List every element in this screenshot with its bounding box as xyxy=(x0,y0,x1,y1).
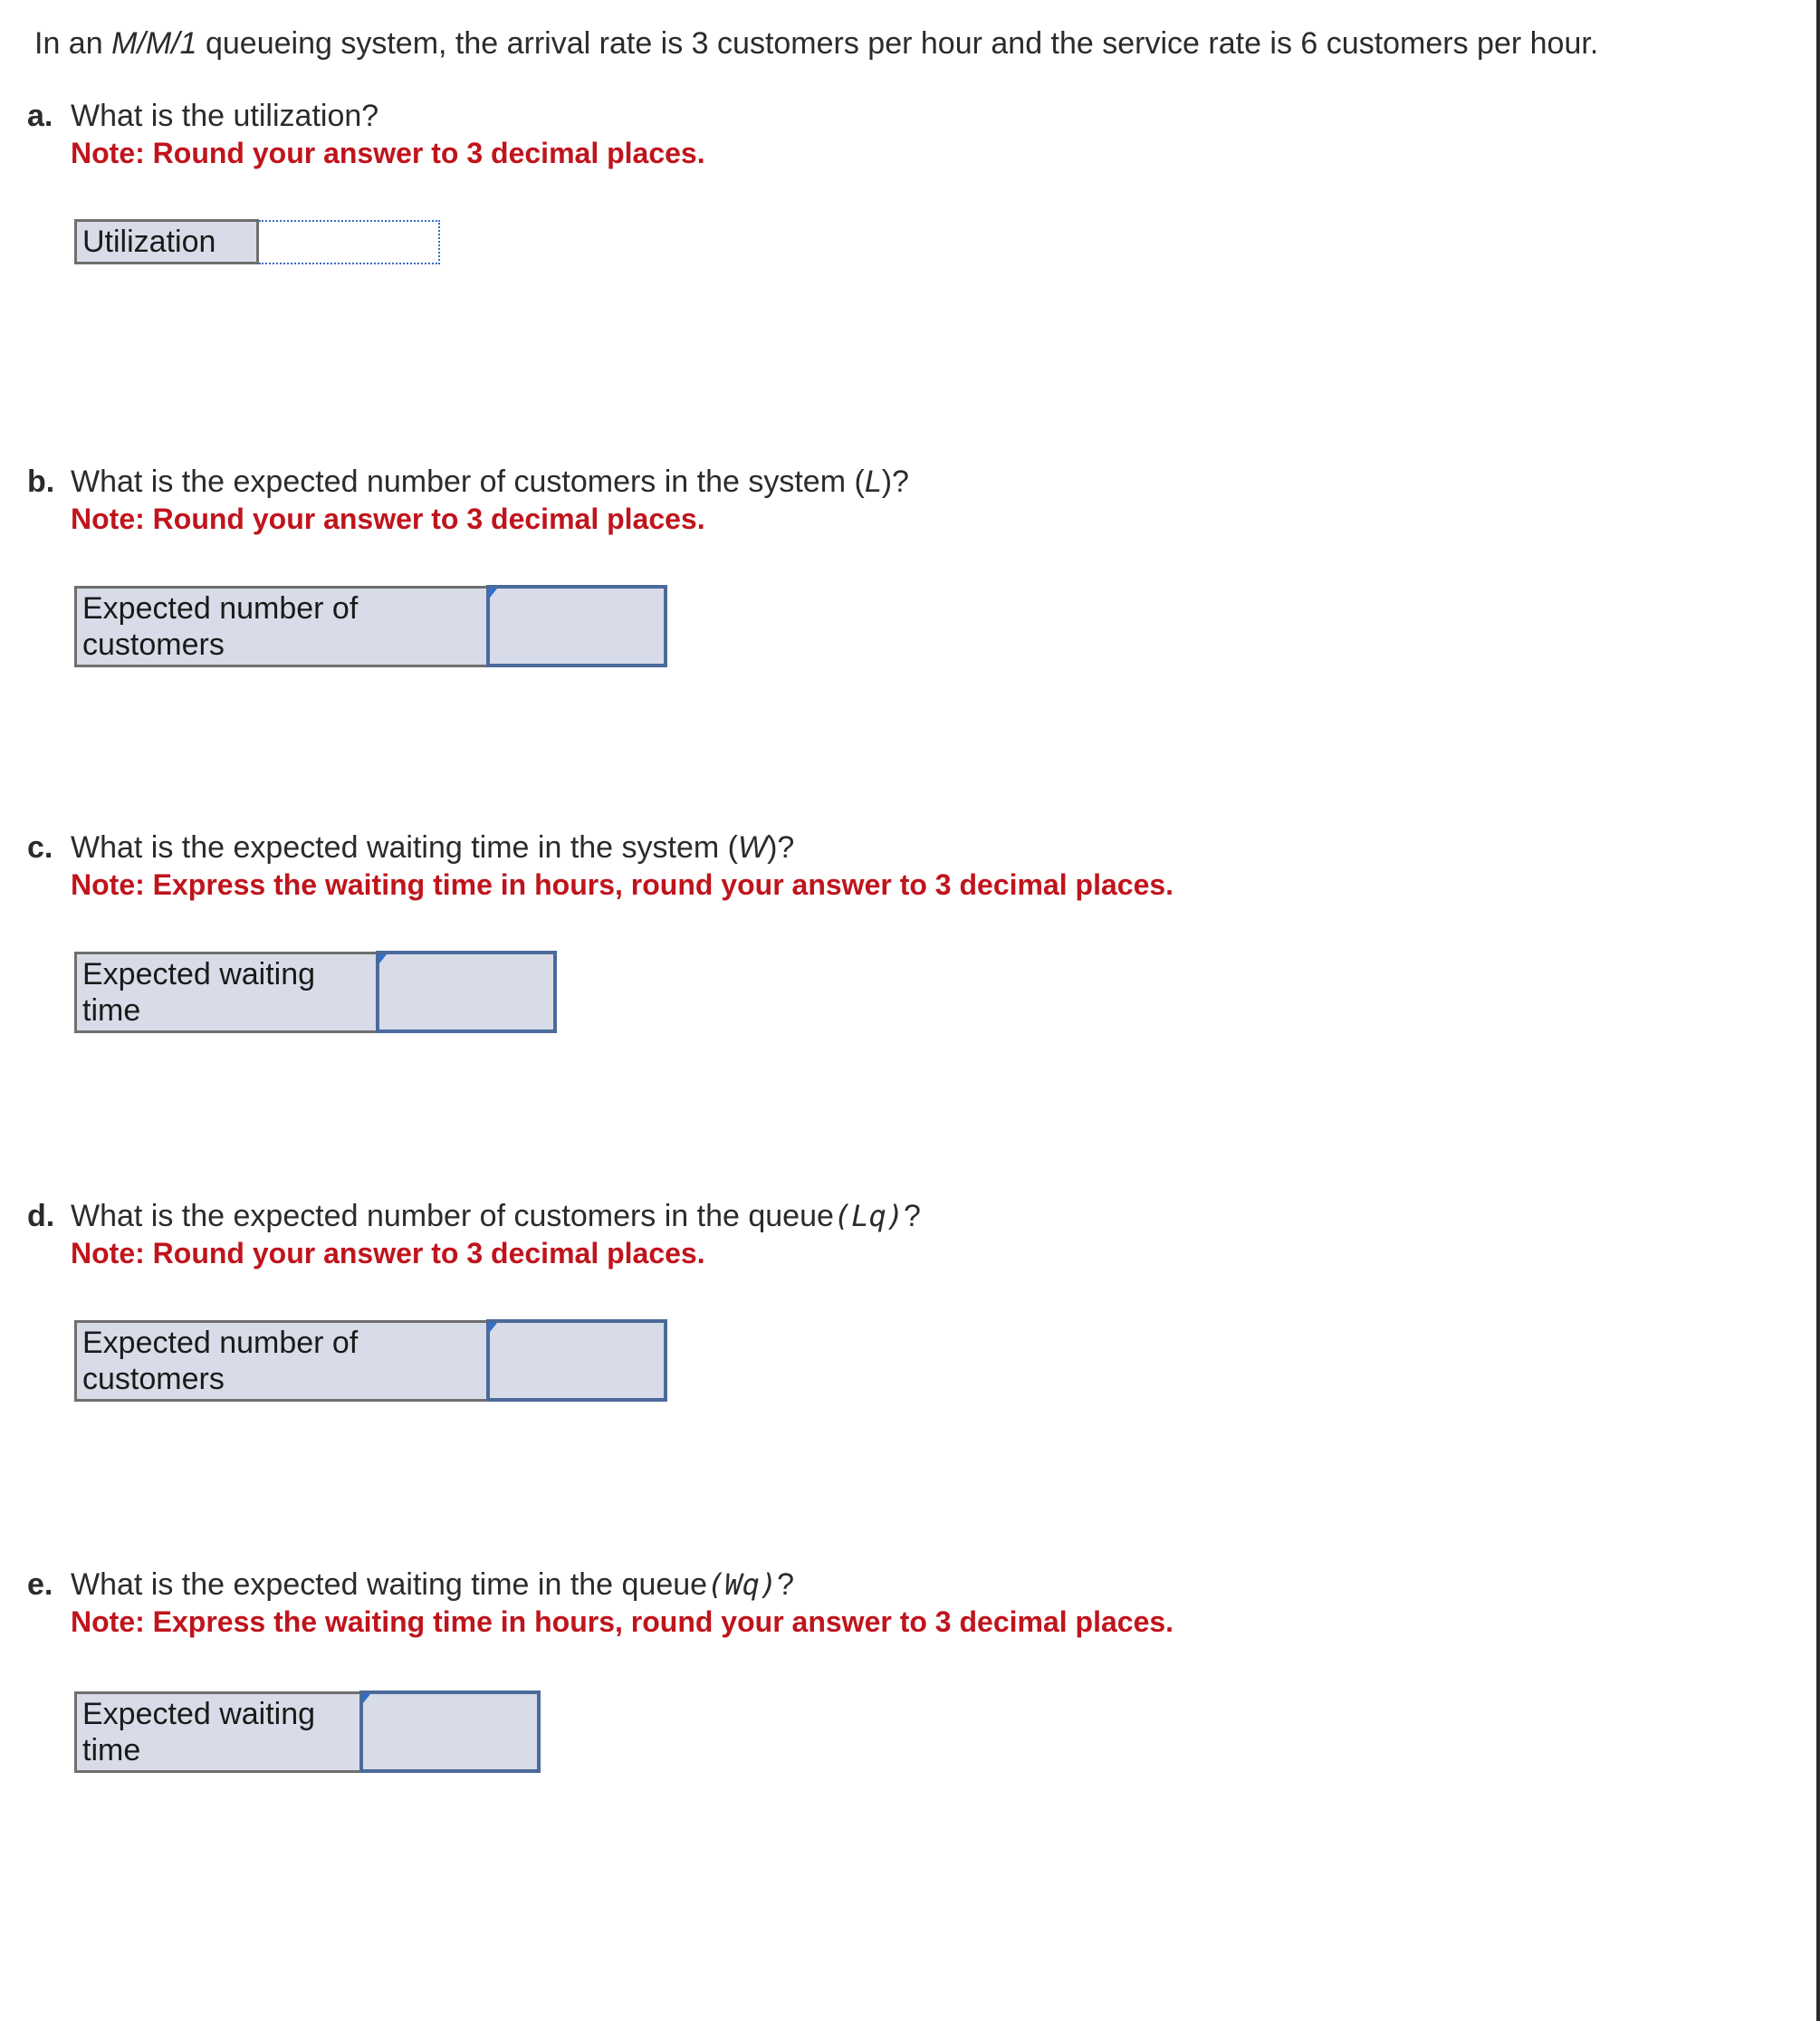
question-letter: c. xyxy=(27,830,53,865)
question-note: Note: Express the waiting time in hours, round your answer to 3 decimal places. xyxy=(71,1605,1174,1638)
question-text: What is the expected waiting time in the queue xyxy=(71,1567,708,1602)
question-note: Note: Round your answer to 3 decimal places. xyxy=(71,137,705,169)
expected-waiting-queue-input[interactable] xyxy=(363,1694,537,1769)
question-text: What is the expected number of customers in the queue xyxy=(71,1199,834,1233)
question-letter: b. xyxy=(27,465,55,499)
question-b: b. What is the expected number of customers in the system (L)? Note: Round your answer to 3 decimal places. xyxy=(27,463,1748,537)
expected-waiting-system-input-cell[interactable] xyxy=(378,953,555,1031)
expected-customers-system-input[interactable] xyxy=(490,589,664,664)
answer-table-e xyxy=(74,1691,541,1773)
question-note: Note: Round your answer to 3 decimal places. xyxy=(71,1237,705,1269)
utilization-input-cell[interactable] xyxy=(258,221,440,263)
input-marker-icon xyxy=(490,1323,497,1332)
question-text: What is the utilization? xyxy=(71,99,379,133)
answer-table-a xyxy=(74,219,440,264)
question-variable: L xyxy=(864,465,882,499)
question-letter: e. xyxy=(27,1567,53,1602)
intro-prefix: In an xyxy=(34,26,112,61)
answer-table-b xyxy=(74,585,667,667)
question-note: Note: Express the waiting time in hours, round your answer to 3 decimal places. xyxy=(71,868,1174,901)
intro-suffix: queueing system, the arrival rate is 3 customers per hour and the service rate is 6 customers per hour. xyxy=(196,26,1599,61)
question-e: e. What is the expected waiting time in the queue(Wq)? Note: Express the waiting time in hours, round your answer to 3 decimal places. xyxy=(27,1566,1748,1640)
question-c: c. What is the expected waiting time in the system (W)? Note: Express the waiting time in hours, round your answer to 3 decimal places. xyxy=(27,829,1748,903)
expected-customers-queue-input-cell[interactable] xyxy=(488,1321,666,1400)
answer-label: Expected number of customers xyxy=(76,1321,489,1400)
question-a xyxy=(27,97,1748,171)
answer-label: Utilization xyxy=(76,221,258,263)
answer-label: Expected number of customers xyxy=(76,587,489,666)
expected-customers-queue-input[interactable] xyxy=(490,1323,664,1398)
answer-table-c xyxy=(74,951,557,1033)
input-marker-icon xyxy=(490,589,497,598)
answer-label: Expected waiting time xyxy=(76,1692,362,1771)
expected-customers-system-input-cell[interactable] xyxy=(488,587,666,666)
page-right-border xyxy=(1816,0,1820,2021)
question-math: (Wq) xyxy=(707,1567,778,1602)
question-math: (Lq) xyxy=(833,1199,904,1233)
question-text: What is the expected waiting time in the system ( xyxy=(71,830,738,865)
question-text: What is the expected number of customers in the system ( xyxy=(71,465,865,499)
answer-label: Expected waiting time xyxy=(76,953,378,1031)
expected-waiting-queue-input-cell[interactable] xyxy=(361,1692,539,1771)
utilization-input[interactable] xyxy=(259,222,438,263)
question-letter: d. xyxy=(27,1199,55,1233)
answer-table-d xyxy=(74,1319,667,1402)
queue-model: M/M/1 xyxy=(111,26,197,61)
expected-waiting-system-input[interactable] xyxy=(379,954,553,1030)
input-marker-icon xyxy=(363,1694,370,1703)
problem-statement xyxy=(34,24,1598,63)
question-d: d. What is the expected number of customers in the queue(Lq)? Note: Round your answer to 3 decimal places. xyxy=(27,1197,1748,1271)
question-note: Note: Round your answer to 3 decimal places. xyxy=(71,503,705,535)
question-variable: W xyxy=(737,830,768,865)
input-marker-icon xyxy=(379,954,387,963)
question-letter: a. xyxy=(27,99,53,133)
